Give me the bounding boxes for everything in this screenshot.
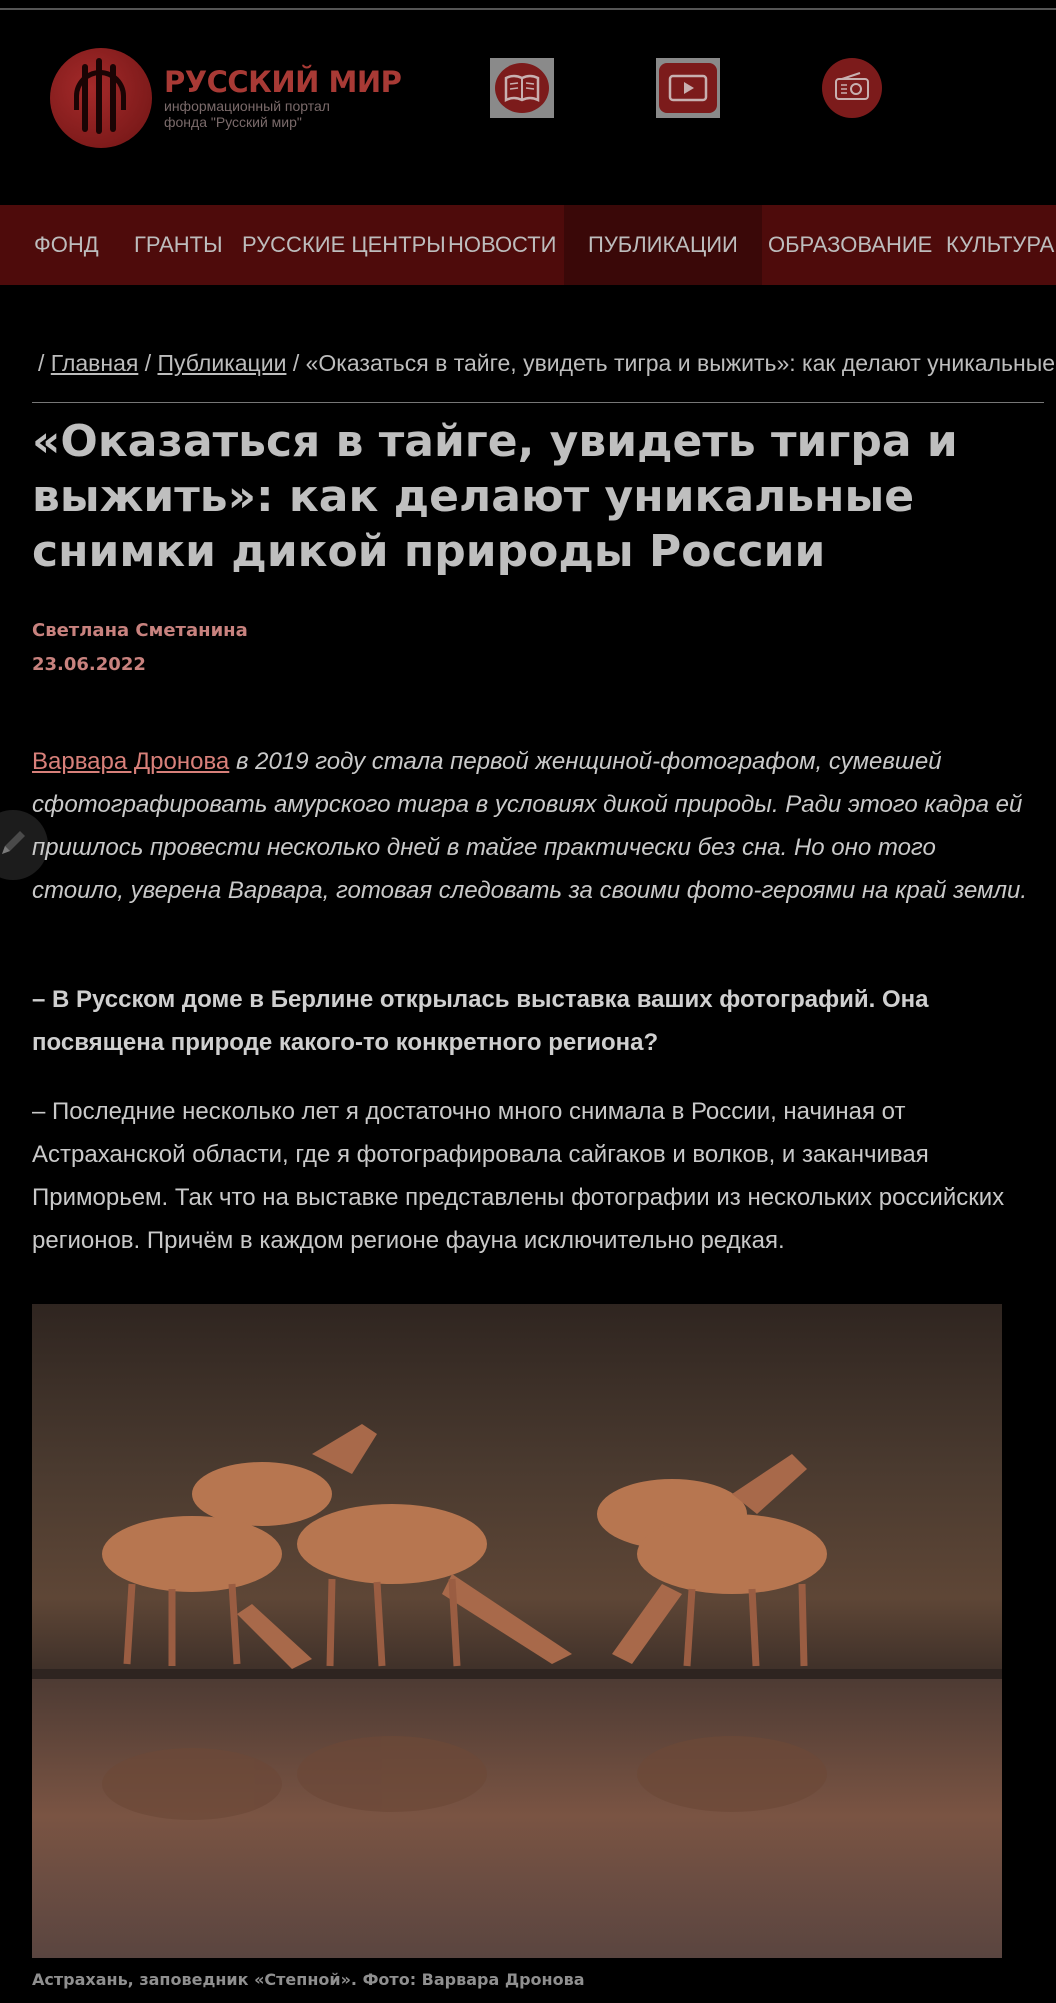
- radio-icon: [834, 71, 870, 105]
- library-button[interactable]: [490, 58, 554, 118]
- nav-item-culture[interactable]: КУЛЬТУРА: [946, 232, 1055, 257]
- logo-title: РУССКИЙ МИР: [164, 65, 402, 99]
- video-button[interactable]: [656, 58, 720, 118]
- video-play-icon: [659, 63, 717, 113]
- breadcrumb-current: «Оказаться в тайге, увидеть тигра и выжить»: как делают уникальные: [305, 350, 1056, 376]
- breadcrumb-home-link[interactable]: Главная: [50, 350, 139, 376]
- logo-emblem-icon: [50, 48, 152, 148]
- article-photo[interactable]: [32, 1304, 1002, 1958]
- breadcrumb-publications-link[interactable]: Публикации: [157, 350, 287, 376]
- photo-caption: Астрахань, заповедник «Степной». Фото: Варвара Дронова: [32, 1970, 585, 1989]
- nav-item-publications[interactable]: ПУБЛИКАЦИИ: [564, 205, 762, 285]
- pencil-icon: [0, 826, 30, 864]
- logo-subtitle-line1: информационный портал: [164, 98, 330, 114]
- breadcrumb-separator: /: [144, 350, 152, 376]
- article-intro: [32, 740, 1032, 912]
- breadcrumb: [38, 350, 1056, 377]
- interview-answer: – Последние несколько лет я достаточно много снимала в России, начиная от Астраханской области, где я фотографировала сайгаков и волков, и заканчивая Приморьем. Так что на выставке представлены фотографии из нескольких российских регионов. Причём в каждом регионе фауна исключительно редкая.: [32, 1098, 1005, 1254]
- site-logo[interactable]: [50, 48, 401, 148]
- logo-text: [164, 66, 401, 130]
- nav-item-education[interactable]: ОБРАЗОВАНИЕ: [768, 232, 933, 257]
- site-header: [0, 10, 1056, 205]
- nav-item-grants[interactable]: ГРАНТЫ: [134, 232, 223, 257]
- article-intro-text: в 2019 году стала первой женщиной-фотографом, сумевшей сфотографировать амурского тигра в условиях дикой природы. Ради этого кадра ей пришлось провести несколько дней в тайге практически без сна. Но оно того стоило, уверена Варвара, готовая следовать за своими фото-героями на край земли.: [32, 748, 1028, 904]
- author-profile-link[interactable]: Варвара Дронова: [32, 748, 230, 775]
- breadcrumb-separator: /: [292, 350, 300, 376]
- article-author[interactable]: Светлана Сметанина: [32, 620, 248, 641]
- book-icon: [495, 63, 549, 113]
- interview-question: – В Русском доме в Берлине открылась выставка ваших фотографий. Она посвящена природе какого-то конкретного региона?: [32, 986, 929, 1056]
- logo-subtitle-line2: фонда "Русский мир": [164, 114, 302, 130]
- radio-button[interactable]: [822, 58, 882, 118]
- article-title: «Оказаться в тайге, увидеть тигра и выжить»: как делают уникальные снимки дикой природы России: [32, 416, 958, 577]
- nav-item-fond[interactable]: ФОНД: [34, 232, 99, 257]
- breadcrumb-divider: [32, 402, 1044, 403]
- breadcrumb-separator: /: [38, 350, 45, 376]
- article-date: 23.06.2022: [32, 654, 146, 675]
- main-nav: [0, 205, 1056, 285]
- nav-item-russian-centers[interactable]: РУССКИЕ ЦЕНТРЫ: [242, 232, 446, 257]
- nav-item-news[interactable]: НОВОСТИ: [448, 232, 557, 257]
